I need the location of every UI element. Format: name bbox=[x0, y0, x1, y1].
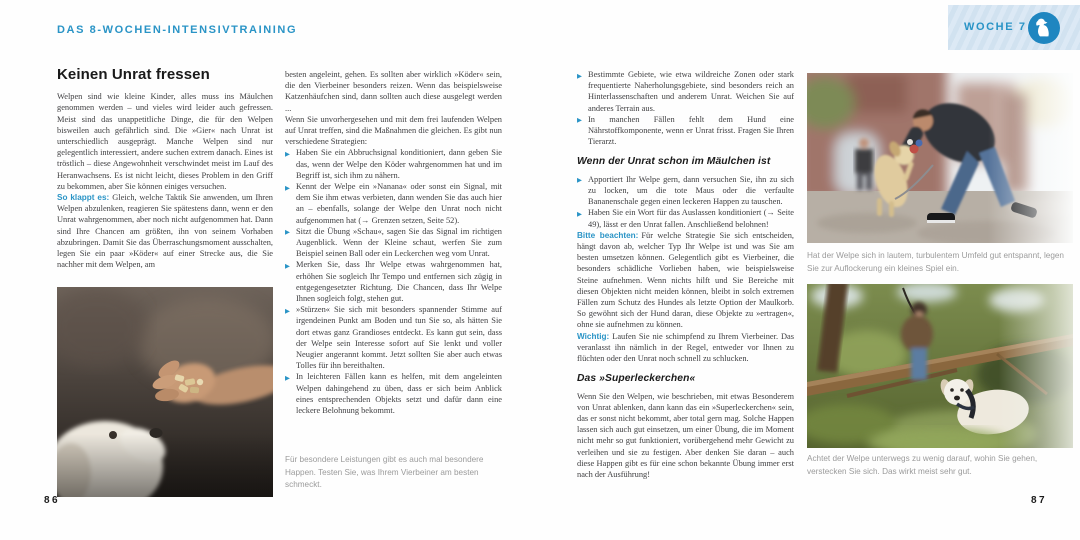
paragraph bbox=[57, 192, 273, 270]
bullet-item bbox=[285, 226, 502, 260]
photo-caption-play: Hat der Welpe sich in lautem, turbulentem Umfeld gut entspannt, legen Sie zur Auflockerung ein kleines Spiel ein. bbox=[807, 251, 1064, 273]
bullet-text: Kennt der Welpe ein »Nanana« oder sonst ein Signal, mit dem Sie ihm etwas verbieten, dann wenden Sie das auch hier an – ebenfalls, solange der Welpe den Unrat noch nicht aufgenommen hat (→ Grenzen setzen, Seite 52). bbox=[296, 182, 502, 225]
page-number-right: 87 bbox=[1031, 495, 1048, 506]
bullet-arrow-icon: ▶ bbox=[285, 373, 290, 382]
week-label: WOCHE 7 bbox=[964, 21, 1027, 33]
bullet-item bbox=[577, 69, 794, 114]
bullet-arrow-icon: ▶ bbox=[577, 71, 582, 80]
paragraph-text: Gleich, welche Taktik Sie anwenden, um Ihren Welpen abzulenken, reagieren Sie spätestens dann, wenn er den Unrat wahrgenommen, aber noch nicht aufgenommen hat. Dann sind Ihre Chancen am größten, ihn von seinem Vorhaben abzubringen. Damit Sie das Überraschungsmoment ausschalten, legen Sie ein paar »Köder« auf einer Strecke aus, die Sie nachher mit dem Welpen, am bbox=[57, 193, 273, 270]
bullet-item bbox=[577, 114, 794, 148]
bullet-text: Haben Sie ein Wort für das Auslassen konditioniert (→ Seite 49), lässt er den Unrat fallen. Anschließend belohnen! bbox=[588, 208, 794, 229]
bullet-arrow-icon: ▶ bbox=[285, 306, 290, 315]
bullet-item bbox=[285, 147, 502, 181]
photo-caption-treats: Für besondere Leistungen gibt es auch mal besondere Happen. Testen Sie, was Ihrem Vierbeiner am besten schmeckt. bbox=[285, 455, 484, 490]
left-page-column-2 bbox=[285, 69, 502, 416]
bullet-text: Bestimmte Gebiete, wie etwa wildreiche Zonen oder stark frequentierte Naherholungsgebiete, sind besonders reich an Hinterlassenschaften und anderem Unrat. Weichen Sie auf anderes Terrain aus. bbox=[588, 70, 794, 113]
bullet-text: Merken Sie, dass Ihr Welpe etwas wahrgenommen hat, erhöhen Sie sogleich Ihr Tempo und entfernen sich zügig in entgegengesetzter Richtung. Die Chancen, dass Ihr Welpe Ihnen sogleich folgt, stehen gut. bbox=[296, 260, 502, 304]
bullet-arrow-icon: ▶ bbox=[577, 209, 582, 218]
bullet-text: In leichteren Fällen kann es helfen, mit dem angeleinten Welpen dahingehend zu üben, dass er sich beim Anblick eines entsprechenden Objekts setzt und dafür dann eine leckere Belohnung bekommt. bbox=[296, 372, 502, 416]
bullet-text: Sitzt die Übung »Schau«, sagen Sie das Signal im richtigen Augenblick. Wenn der Kleine schaut, werfen Sie zum Beispiel seinen Ball oder ein Leckerchen weg vom Unrat. bbox=[296, 226, 502, 259]
paragraph bbox=[577, 230, 794, 331]
photo-puppy-treats bbox=[57, 287, 273, 497]
bullet-text: »Stürzen« Sie sich mit besonders spannender Stimme auf irgendeinen Punkt am Boden und tun Sie so, als hätten Sie dort etwas ganz Grandioses entdeckt. Es kann gut sein, dass der Welpe sein Interesse sofort auf Sie lenkt und voller Neugier angerannt kommt. Jetzt sollten Sie aber auch etwas Tolles für ihn bereithalten. bbox=[296, 305, 502, 371]
bullet-arrow-icon: ▶ bbox=[285, 261, 290, 270]
week-badge bbox=[948, 5, 1080, 50]
bullet-text: Apportiert Ihr Welpe gern, dann versuchen Sie, ihn zu sich zu locken, um die tote Maus oder die verfaulte Bananenschale gegen einen leckeren Happen zu tauschen. bbox=[588, 174, 794, 207]
photo-man-playing-with-puppy bbox=[807, 73, 1073, 243]
paragraph: Welpen sind wie kleine Kinder, alles muss ins Mäulchen genommen werden – und vieles wird leider auch gefressen. Meist sind das unappetitliche Dinge, die für den Welpen bisweilen auch gefährlich sind. Die »Gier« nach Unrat ist unterschiedlich ausgeprägt. Manche Welpen sind nur gelegentlich interessiert, andere suchen extrem danach. Eines ist tröstlich – diese Angewohnheit verschwindet meist im Lauf des Heranwachsens. Es ist nicht leicht, dieses Problem in den Griff zu bekommen, aber Sie können einiges versuchen. bbox=[57, 92, 273, 191]
bullet-arrow-icon: ▶ bbox=[577, 176, 582, 185]
paragraph: besten angeleint, gehen. Es sollten aber wirklich »Köder« sein, die den Vierbeiner besonders reizen. Wenn das beispielsweise Katzenhäufchen sind, dann sollten auch diese ausgelegt werden ... bbox=[285, 70, 502, 113]
paragraph bbox=[577, 331, 794, 365]
bullet-text: Haben Sie ein Abbruchsignal konditioniert, dann geben Sie das, wenn der Welpe den Köder wahrgenommen hat und im Begriff ist, sich ihm zu nähern. bbox=[296, 148, 502, 180]
right-page-column bbox=[577, 69, 794, 480]
bullet-arrow-icon: ▶ bbox=[285, 149, 290, 158]
bullet-item bbox=[285, 181, 502, 226]
lead-in-label: Bitte beachten: bbox=[577, 230, 639, 240]
photo-puppy-forest bbox=[807, 284, 1073, 448]
bullet-arrow-icon: ▶ bbox=[577, 116, 582, 125]
bullet-item bbox=[285, 259, 502, 304]
bullet-arrow-icon: ▶ bbox=[285, 228, 290, 237]
paragraph-text: Für welche Strategie Sie sich entscheiden, hängt davon ab, welcher Typ Ihr Welpe ist und was Sie am besten umsetzen können. Gelegentlich gibt es Vierbeiner, die besonders schädliche Vorlieben haben, wie beispielsweise Steine aufnehmen. Wenn nichts hilft und Sie Bereiche mit diesen Objekten nicht meiden können, bleibt in solch extremen Fällen zum Schutz des Hundes als letzte Option der Maulkorb. So gewöhnt sich der Hund daran, diese Objekte zu »ertragen«, ohne sie aufnehmen zu können. bbox=[577, 230, 795, 330]
bullet-text: In manchen Fällen fehlt dem Hund eine Nährstoffkomponente, wenn er Unrat frisst. Fragen Sie Ihren Tierarzt. bbox=[588, 114, 794, 147]
book-title: DAS 8-WOCHEN-INTENSIVTRAINING bbox=[57, 24, 298, 36]
paragraph: Wenn Sie den Welpen, wie beschrieben, mit etwas Besonderem von Unrat ablenken, dann kann das ein »Superleckerchen« sein, das er sonst nicht bekommt, aber total gern mag. Solche Happen lassen sich auch gut einsetzen, um einer Übung, die im Moment nicht mehr so gut funktioniert, vorübergehend mehr Gewicht zu verleihen und sie zu festigen. Aber denken Sie daran – auch diese Happen gibt es für eine schon bekannte Übung immer erst nach der Ausführung! bbox=[577, 391, 794, 479]
page-number-left: 86 bbox=[44, 495, 61, 506]
page-title: Keinen Unrat fressen bbox=[57, 66, 210, 83]
photo-caption-hide: Achtet der Welpe unterwegs zu wenig darauf, wohin Sie gehen, verstecken Sie sich. Das wirkt meist sehr gut. bbox=[807, 454, 1038, 476]
bullet-arrow-icon: ▶ bbox=[285, 183, 290, 192]
bullet-item bbox=[577, 207, 794, 229]
paragraph-text: Laufen Sie nie schimpfend zu Ihrem Vierbeiner. Das veranlasst ihn nämlich in der Regel, entweder vor Ihnen zu flüchten oder den Unrat noch schnell zu schlucken. bbox=[577, 331, 794, 364]
lead-in-label: Wichtig: bbox=[577, 331, 610, 341]
left-page-column-1 bbox=[57, 66, 273, 271]
paragraph: Wenn Sie unvorhergesehen und mit dem frei laufenden Welpen auf Unrat treffen, sind die Maßnahmen die gleichen. Es gibt nun verschiedene Strategien: bbox=[285, 114, 502, 147]
bullet-item bbox=[285, 371, 502, 416]
puppy-icon bbox=[1028, 12, 1060, 44]
subheading-unrat-maeulchen: Wenn der Unrat schon im Mäulchen ist bbox=[577, 156, 771, 168]
bullet-item bbox=[285, 304, 502, 371]
bullet-item bbox=[577, 174, 794, 208]
subheading-superleckerchen: Das »Superleckerchen« bbox=[577, 373, 696, 385]
lead-in-label: So klappt es: bbox=[57, 193, 110, 203]
